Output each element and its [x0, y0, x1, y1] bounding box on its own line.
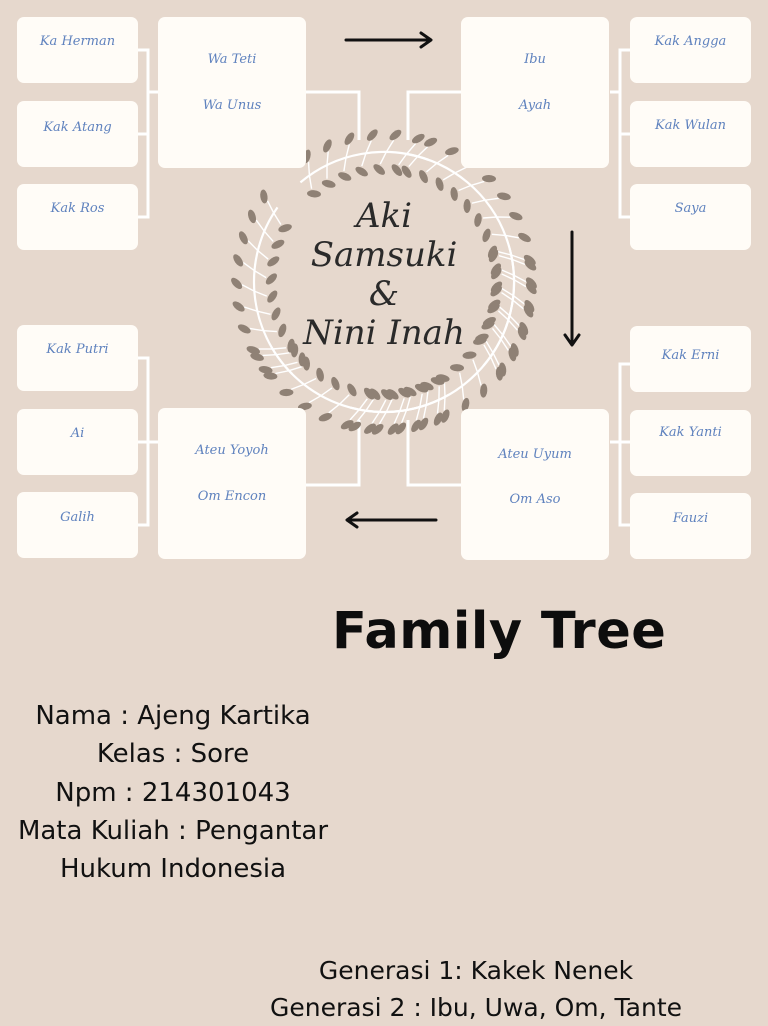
info-course: Mata Kuliah : Pengantar: [0, 812, 346, 850]
wreath-twig: [271, 366, 285, 368]
person-name: Ateu Uyum: [461, 447, 609, 462]
leaf-icon: [345, 382, 358, 398]
student-info: [0, 697, 346, 888]
leaf-icon: [365, 127, 380, 142]
leaf-icon: [277, 323, 288, 339]
person-name: Wa Unus: [158, 98, 306, 113]
person-name: Kak Angga: [630, 34, 751, 49]
leaf-icon: [231, 253, 245, 269]
info-course-cont: Hukum Indonesia: [0, 850, 346, 888]
wreath-twig: [264, 331, 277, 332]
wreath-twig: [291, 384, 304, 389]
person-name: Kak Atang: [17, 120, 138, 135]
leaf-icon: [321, 179, 336, 189]
wreath-twig: [473, 360, 478, 373]
person-name: Kak Wulan: [630, 118, 751, 133]
wreath-twig: [400, 398, 404, 411]
wreath-twig: [485, 198, 499, 200]
wreath-twig: [255, 271, 267, 278]
wreath-twig: [309, 176, 311, 189]
ampersand: &: [296, 275, 472, 314]
info-npm: Npm : 214301043: [0, 774, 346, 812]
sibling-box: [630, 493, 751, 559]
wreath-twig: [416, 407, 420, 420]
wreath-twig: [366, 141, 371, 154]
leaf-icon: [321, 138, 333, 154]
wreath-twig: [242, 285, 254, 291]
wreath-twig: [498, 252, 511, 255]
leaf-icon: [508, 210, 524, 222]
person-name: Galih: [17, 510, 138, 525]
wreath-twig: [499, 307, 509, 316]
wreath-twig: [344, 158, 346, 171]
wreath-twig: [327, 151, 328, 165]
parents-box: [158, 408, 306, 559]
wreath-twig: [268, 201, 274, 213]
person-name: Saya: [630, 201, 751, 216]
wreath-twig: [256, 220, 264, 231]
wreath-twig: [409, 156, 418, 166]
sibling-box: [17, 325, 138, 391]
wreath-twig: [399, 154, 407, 165]
person-name: Kak Ros: [17, 201, 138, 216]
leaf-icon: [231, 299, 247, 313]
wreath-twig: [284, 362, 297, 365]
wreath-twig: [462, 386, 464, 400]
wreath-twig: [471, 181, 484, 185]
leaf-icon: [266, 254, 282, 268]
sibling-box: [17, 101, 138, 167]
wreath-twig: [510, 316, 520, 326]
grandparents-name: [296, 197, 472, 353]
wreath-twig: [372, 412, 380, 424]
sibling-box: [17, 409, 138, 475]
wreath-twig: [379, 412, 386, 424]
wreath-twig: [437, 155, 448, 163]
wreath-twig: [264, 231, 273, 241]
wreath-twig: [472, 200, 485, 203]
leaf-icon: [247, 209, 258, 224]
wreath-twig: [460, 373, 463, 386]
self-box: [630, 184, 751, 250]
person-name: Kak Erni: [630, 348, 751, 363]
wreath-twig: [289, 367, 302, 371]
info-class: Kelas : Sore: [0, 735, 346, 773]
leaf-icon: [434, 176, 445, 191]
wreath-twig: [407, 397, 411, 410]
leaf-icon: [354, 165, 370, 179]
wreath-twig: [273, 348, 286, 349]
grandfather-label: Aki: [296, 197, 472, 236]
wreath-twig: [505, 235, 519, 237]
leaf-icon: [277, 223, 293, 234]
person-name: Ayah: [461, 98, 609, 113]
wreath-twig: [426, 392, 428, 405]
parents-box: [461, 409, 609, 560]
wreath-twig: [445, 383, 446, 397]
wreath-twig: [243, 263, 254, 271]
wreath-twig: [483, 217, 497, 218]
wreath-twig: [350, 410, 359, 420]
wreath-twig: [340, 395, 350, 404]
wreath-twig: [494, 325, 503, 335]
wreath-twig: [459, 185, 472, 190]
person-name: Om Aso: [461, 492, 609, 507]
leaf-icon: [473, 212, 483, 227]
sibling-box: [630, 17, 751, 83]
wreath-twig: [386, 400, 392, 412]
leaf-icon: [388, 128, 403, 142]
person-name: Kak Yanti: [630, 425, 751, 440]
person-name: Wa Teti: [158, 52, 306, 67]
leaf-icon: [265, 289, 279, 305]
wreath-twig: [254, 291, 266, 296]
wreath-twig: [511, 255, 524, 260]
wreath-twig: [498, 311, 508, 320]
wreath-twig: [329, 404, 340, 413]
wreath-twig: [444, 397, 445, 411]
leaf-icon: [343, 131, 357, 147]
generation-legend: [226, 952, 726, 1026]
wreath-twig: [309, 396, 321, 403]
wreath-twig: [263, 355, 277, 356]
wreath-twig: [248, 241, 258, 251]
sibling-box: [630, 410, 751, 476]
leaf-icon: [337, 170, 353, 182]
leaf-icon: [481, 228, 492, 244]
person-name: Fauzi: [630, 511, 751, 526]
generation-1: Generasi 1: Kakek Nenek: [226, 952, 726, 989]
wreath-twig: [258, 251, 268, 260]
wreath-twig: [362, 153, 366, 166]
wreath-stem: [271, 347, 449, 412]
wreath-twig: [321, 388, 332, 396]
wreath-twig: [257, 311, 270, 314]
wreath-twig: [420, 394, 422, 407]
sibling-box: [630, 326, 751, 392]
grandfather-name: Samsuki: [296, 236, 472, 275]
sibling-box: [630, 101, 751, 167]
person-name: Kak Putri: [17, 342, 138, 357]
sibling-box: [17, 184, 138, 250]
wreath-twig: [304, 379, 316, 385]
person-name: Ibu: [461, 52, 609, 67]
leaf-icon: [423, 136, 439, 148]
leaf-icon: [410, 132, 426, 145]
wreath-twig: [402, 410, 407, 423]
leaf-icon: [444, 146, 459, 157]
leaf-icon: [315, 367, 325, 382]
wreath-twig: [366, 400, 374, 411]
wreath-twig: [492, 234, 506, 235]
person-name: Ai: [17, 426, 138, 441]
leaf-icon: [450, 364, 464, 372]
leaf-icon: [372, 162, 387, 177]
leaf-icon: [237, 230, 250, 246]
wreath-twig: [274, 213, 281, 224]
wreath-twig: [244, 307, 257, 311]
person-name: Ateu Yoyoh: [158, 443, 306, 458]
generation-2: Generasi 2 : Ibu, Uwa, Om, Tante: [226, 989, 726, 1026]
sibling-box: [17, 492, 138, 558]
sibling-box: [17, 17, 138, 83]
person-name: Om Encon: [158, 489, 306, 504]
person-name: Ka Herman: [17, 34, 138, 49]
wreath-twig: [380, 400, 386, 412]
leaf-icon: [270, 306, 283, 322]
wreath-twig: [407, 144, 416, 154]
wreath-twig: [380, 152, 386, 164]
wreath-twig: [394, 411, 400, 424]
wreath-twig: [443, 173, 455, 180]
leaf-icon: [318, 411, 334, 423]
wreath-twig: [499, 256, 512, 260]
wreath-twig: [359, 399, 367, 410]
grandmother-name: Nini Inah: [296, 314, 472, 353]
leaf-icon: [236, 322, 252, 335]
wreath-twig: [357, 411, 366, 422]
wreath-twig: [250, 329, 264, 331]
leaf-icon: [259, 189, 268, 204]
leaf-icon: [229, 276, 244, 291]
parents-box: [461, 17, 609, 168]
leaf-icon: [517, 231, 533, 244]
info-name: Nama : Ajeng Kartika: [0, 697, 346, 735]
leaf-icon: [264, 271, 279, 286]
wreath-twig: [276, 353, 289, 355]
wreath-twig: [455, 167, 467, 173]
wreath-twig: [512, 259, 525, 264]
wreath-twig: [275, 371, 289, 374]
wreath-twig: [478, 372, 482, 385]
leaf-icon: [496, 191, 511, 201]
wreath-twig: [386, 140, 393, 152]
leaf-icon: [299, 352, 306, 366]
parents-box: [158, 17, 306, 168]
wreath-twig: [438, 400, 439, 414]
wreath-twig: [309, 162, 310, 176]
page-title: Family Tree: [332, 602, 666, 661]
wreath-twig: [427, 163, 437, 172]
wreath-twig: [418, 147, 428, 157]
